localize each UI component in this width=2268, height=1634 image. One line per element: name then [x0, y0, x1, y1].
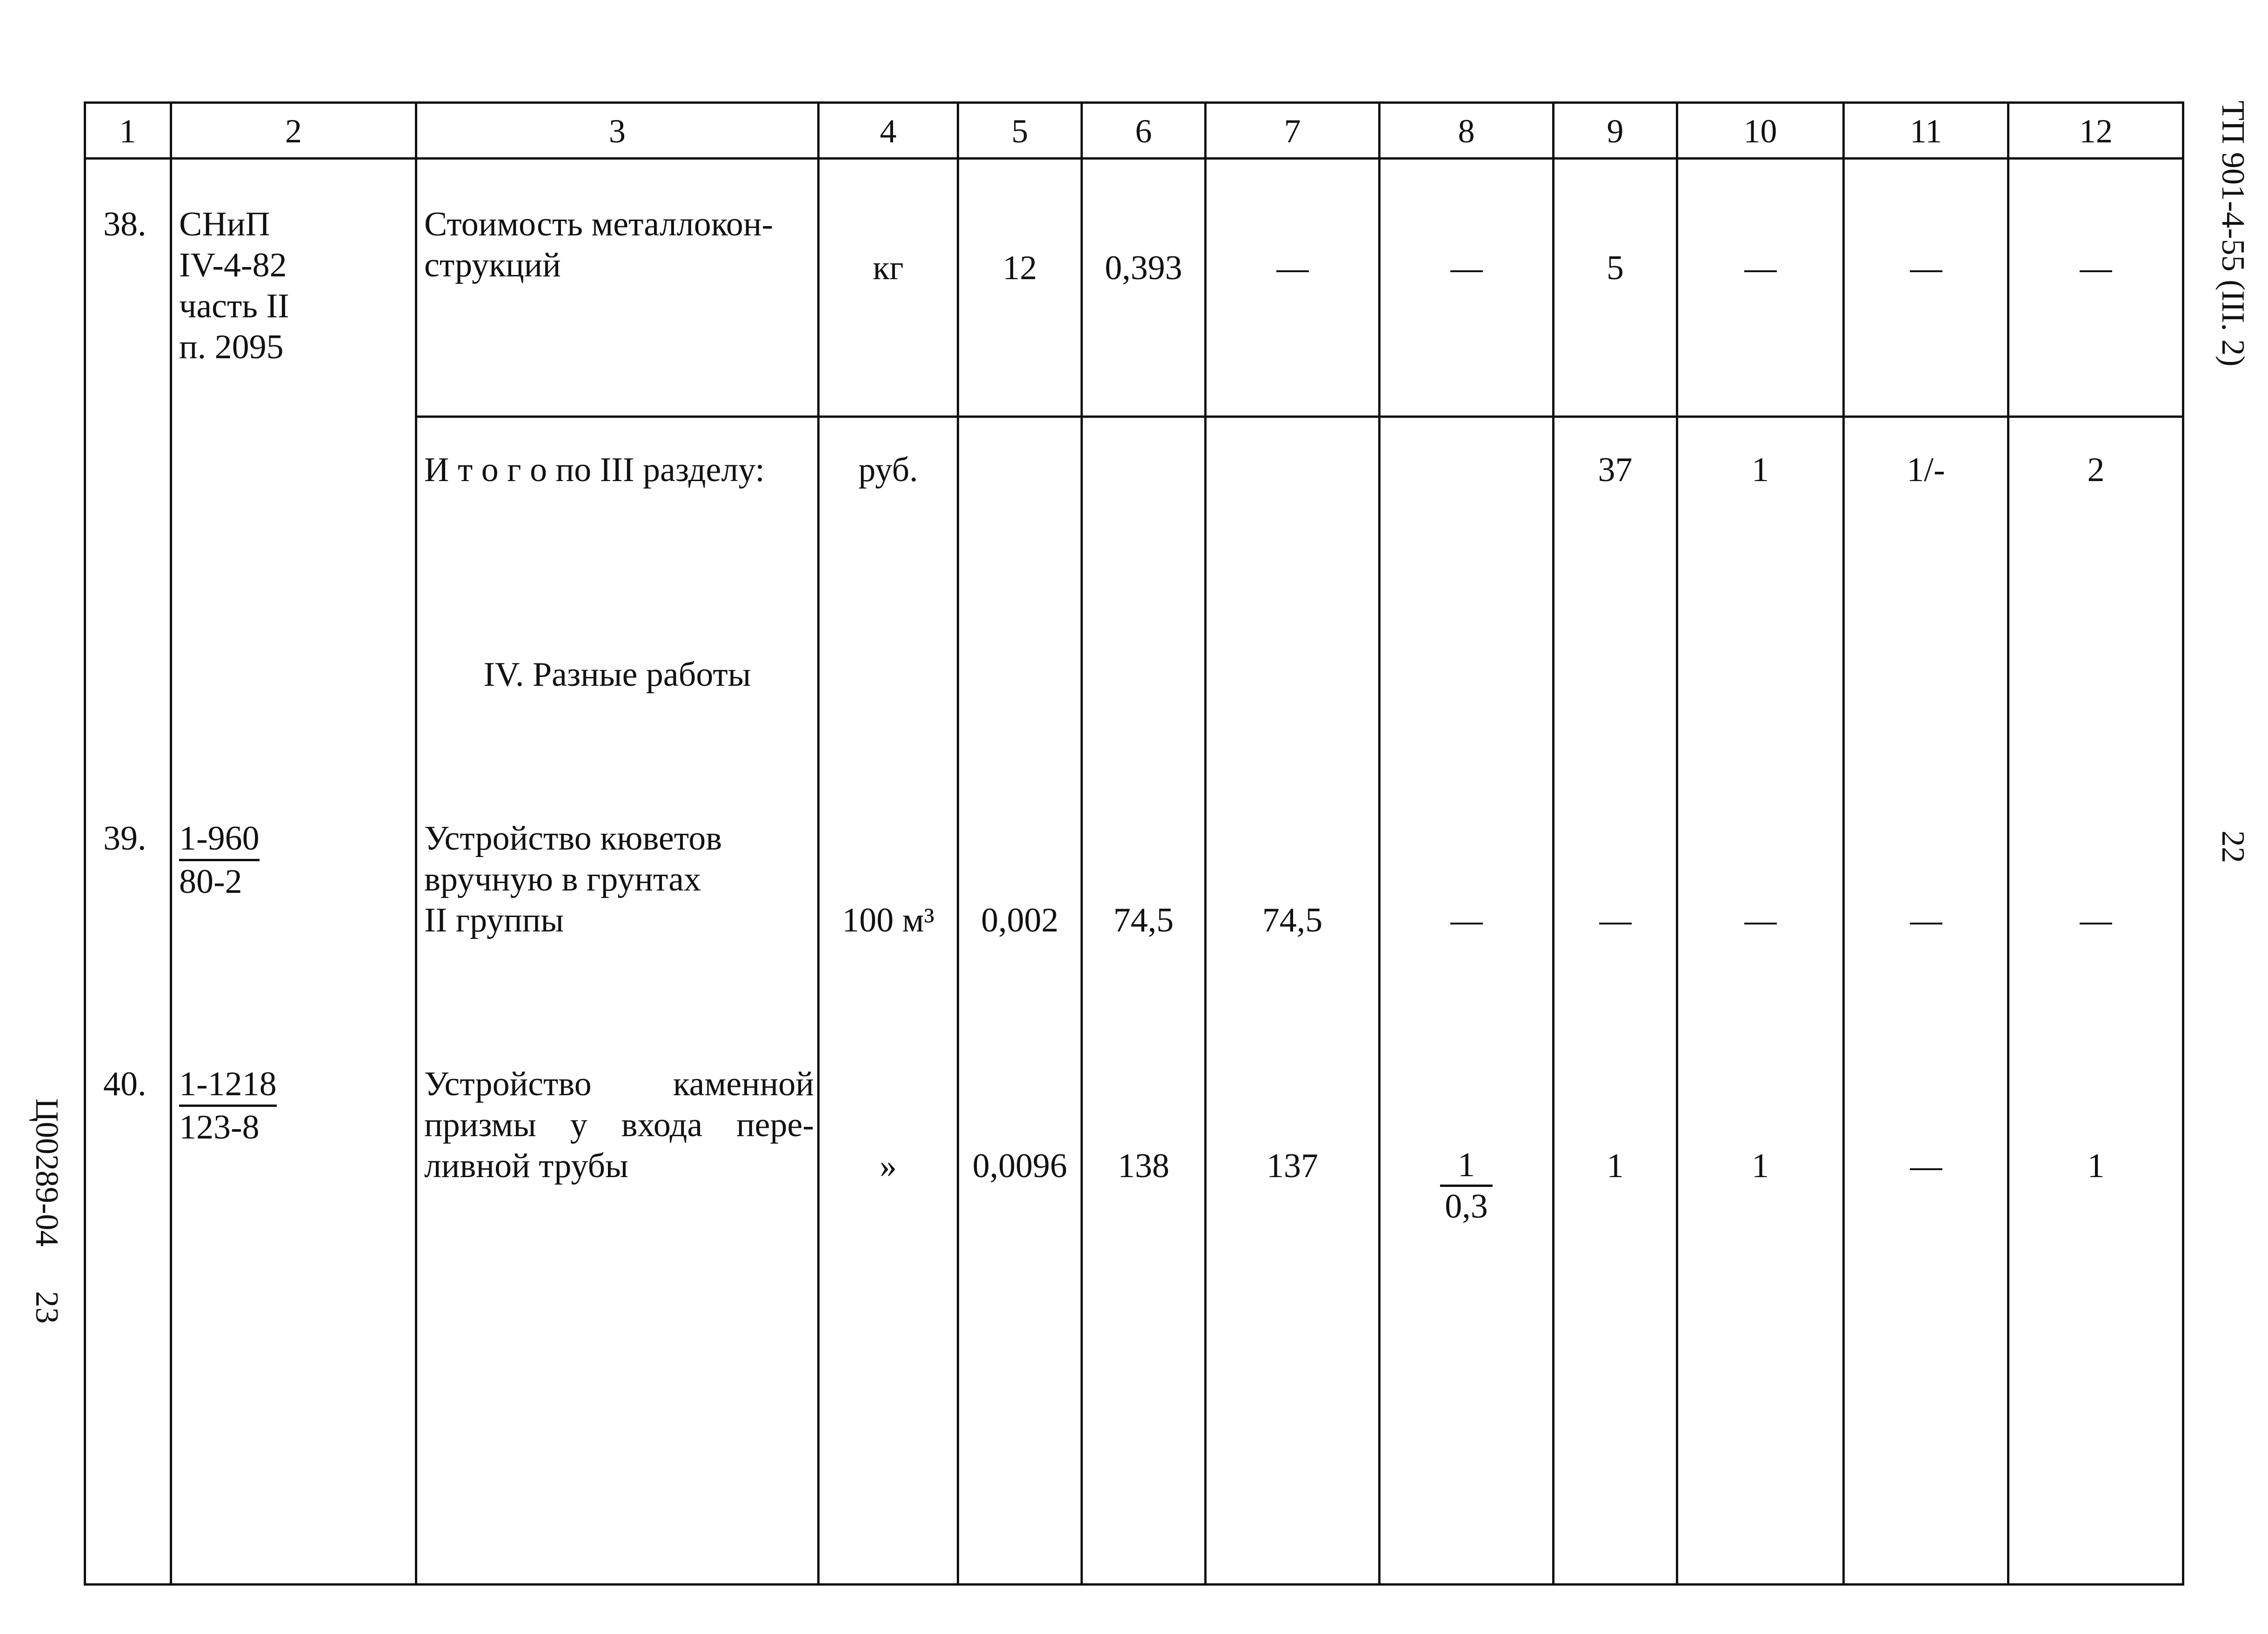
- fraction-denominator: 0,3: [1445, 1187, 1488, 1226]
- fraction-numerator: 1: [1440, 1145, 1493, 1187]
- row-38-col11-dash: [1845, 248, 2007, 288]
- row-40-unit: »: [880, 1147, 897, 1185]
- header-col-8: 8: [1458, 112, 1475, 150]
- row-39-unit: 100 м³: [842, 901, 934, 939]
- page-number-left: 23: [29, 1291, 65, 1324]
- table-frame: [84, 101, 2184, 1586]
- row-38-number: 38.: [103, 205, 147, 243]
- desc-line: вручную в грунтах: [424, 860, 701, 898]
- row-38-unit: кг: [873, 249, 904, 287]
- row-40-reference: [179, 1064, 277, 1148]
- col-divider: [1378, 101, 1381, 1586]
- row-39-col5: 0,002: [981, 901, 1059, 939]
- row-40-number: 40.: [103, 1065, 147, 1103]
- col-divider: [2007, 101, 2009, 1586]
- header-col-9: 9: [1607, 112, 1624, 150]
- ref-numerator: 1-1218: [179, 1064, 277, 1107]
- section-3-total-col10: 1: [1752, 451, 1769, 489]
- row-40-description: [424, 1064, 814, 1186]
- row-39-number: 39.: [103, 819, 147, 857]
- row-40-col11-dash: [1845, 1145, 2007, 1186]
- page-number-right: 22: [2215, 830, 2251, 863]
- ref-line: п. 2095: [179, 328, 284, 366]
- header-col-5: 5: [1011, 112, 1028, 150]
- row-39-col9-dash: [1554, 900, 1676, 941]
- desc-line: призмы у входа пере-: [424, 1106, 814, 1144]
- ref-denominator: 123-8: [179, 1108, 260, 1146]
- header-col-12: 12: [2079, 112, 2113, 150]
- col-divider: [1081, 101, 1083, 1586]
- header-col-7: 7: [1284, 112, 1301, 150]
- row-39-col10-dash: [1678, 900, 1842, 941]
- row-39-col7: 74,5: [1262, 901, 1323, 939]
- header-col-1: 1: [119, 112, 136, 150]
- header-col-10: 10: [1743, 112, 1777, 150]
- desc-line: Стоимость металлокон-: [424, 205, 774, 243]
- section-3-total-label: И т о г о по III разделу:: [424, 451, 765, 489]
- col-divider: [415, 101, 417, 1586]
- row-40-col9: 1: [1607, 1147, 1624, 1185]
- section-3-total-col12: 2: [2087, 451, 2105, 489]
- col-divider: [1676, 101, 1678, 1586]
- row-38-col10-dash: [1678, 248, 1842, 288]
- header-col-4: 4: [880, 112, 897, 150]
- col-divider: [1204, 101, 1207, 1586]
- row-40-col7: 137: [1267, 1147, 1318, 1185]
- row-38-description: [424, 204, 773, 286]
- header-col-2: 2: [285, 112, 302, 150]
- row-40-col5: 0,0096: [972, 1147, 1067, 1185]
- col-divider: [1842, 101, 1845, 1586]
- header-col-6: 6: [1135, 112, 1152, 150]
- row-38-col7-dash: [1207, 248, 1378, 288]
- col-divider: [1552, 101, 1554, 1586]
- header-col-11: 11: [1909, 112, 1942, 150]
- row-rule: [415, 415, 2184, 418]
- ref-line: СНиП: [179, 205, 270, 243]
- archive-code-label: Ц00289-04: [29, 1098, 65, 1247]
- ref-line: IV-4-82: [179, 246, 287, 284]
- header-col-3: 3: [609, 112, 626, 150]
- row-40-col6: 138: [1118, 1147, 1169, 1185]
- col-divider: [170, 101, 172, 1586]
- row-39-reference: [179, 818, 260, 902]
- row-39-col12-dash: [2009, 900, 2182, 941]
- row-39-col8-dash: [1381, 900, 1552, 941]
- row-38-col6: 0,393: [1105, 249, 1182, 287]
- section-3-total-col11: 1/-: [1907, 451, 1945, 489]
- row-39-col11-dash: [1845, 900, 2007, 941]
- row-40-col12: 1: [2087, 1147, 2105, 1185]
- section-3-total-col9: 37: [1598, 451, 1633, 489]
- row-38-col12-dash: [2009, 248, 2182, 288]
- row-40-col10: 1: [1752, 1147, 1769, 1185]
- row-39-description: [424, 818, 722, 941]
- row-38-col5: 12: [1002, 249, 1037, 287]
- col-divider: [817, 101, 820, 1586]
- row-38-col8-dash: [1381, 248, 1552, 288]
- desc-line: струкций: [424, 246, 561, 284]
- ref-numerator: 1-960: [179, 818, 260, 861]
- desc-line: Устройство кюветов: [424, 819, 722, 857]
- row-38-col9: 5: [1607, 249, 1624, 287]
- desc-line: ливной трубы: [424, 1147, 628, 1185]
- ref-line: часть II: [179, 287, 289, 325]
- section-4-title: IV. Разные работы: [483, 656, 751, 694]
- row-40-col8-fraction: [1381, 1145, 1552, 1227]
- desc-line: Устройство каменной: [424, 1065, 814, 1103]
- col-divider: [957, 101, 959, 1586]
- doc-code-label: ТП 901-4-55 (III. 2): [2215, 100, 2251, 367]
- row-39-col6: 74,5: [1113, 901, 1174, 939]
- section-3-total-unit: руб.: [858, 451, 918, 489]
- ref-denominator: 80-2: [179, 863, 242, 901]
- row-38-reference: [179, 204, 289, 368]
- desc-line: II группы: [424, 901, 564, 939]
